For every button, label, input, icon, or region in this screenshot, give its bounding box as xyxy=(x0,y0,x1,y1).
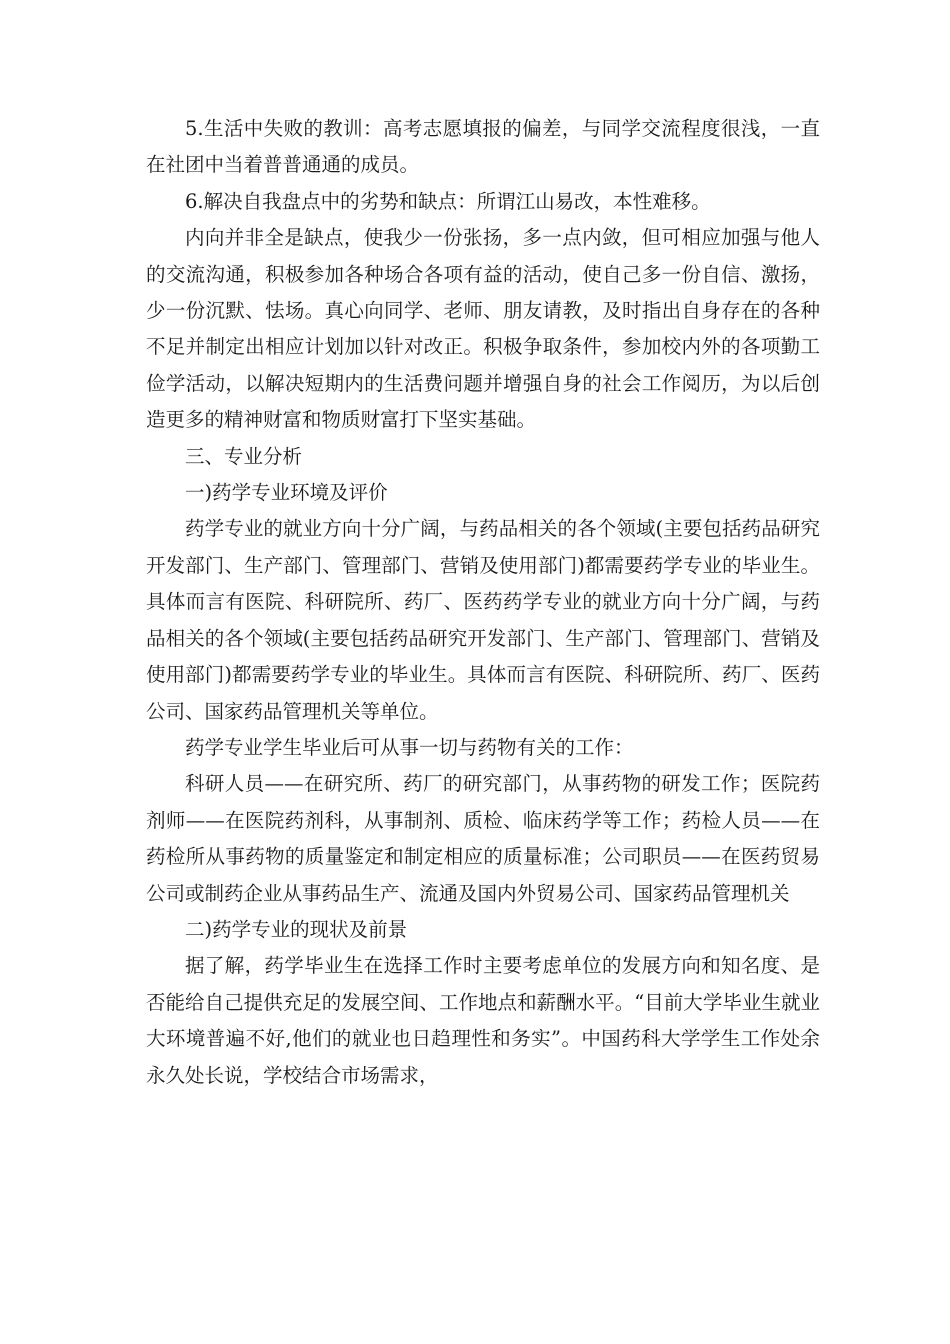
paragraph-failure-lessons: 5.生活中失败的教训：高考志愿填报的偏差，与同学交流程度很浅，一直在社团中当着普普通通的成员。 xyxy=(146,117,820,177)
document-body xyxy=(146,111,820,1094)
paragraph-graduate-choices: 据了解，药学毕业生在选择工作时主要考虑单位的发展方向和知名度、是否能给自己提供充足的发展空间、工作地点和薪酬水平。“目前大学毕业生就业大环境普遍不好,他们的就业也日趋理性和务实”。中国药科大学学生工作处余永久处长说，学校结合市场需求， xyxy=(146,954,820,1087)
paragraph-introversion-plan: 内向并非全是缺点，使我少一份张扬，多一点内敛，但可相应加强与他人的交流沟通，积极参加各种场合各项有益的活动，使自己多一份自信、激扬，少一份沉默、怯场。真心向同学、老师、朋友请教，及时指出自身存在的各种不足并制定出相应计划加以针对改正。积极争取条件，参加校内外的各项勤工俭学活动，以解决短期内的生活费问题并增强自身的社会工作阅历，为以后创造更多的精神财富和物质财富打下坚实基础。 xyxy=(146,226,820,432)
section-heading-major-analysis: 三、专业分析 xyxy=(185,444,303,468)
paragraph-job-roles: 科研人员——在研究所、药厂的研究部门，从事药物的研发工作；医院药剂师——在医院药剂科，从事制剂、质检、临床药学等工作；药检人员——在药检所从事药物的质量鉴定和制定相应的质量标准；公司职员——在医药贸易公司或制药企业从事药品生产、流通及国内外贸易公司、国家药品管理机关 xyxy=(146,772,820,905)
subheading-pharmacy-environment: 一)药学专业环境及评价 xyxy=(185,481,388,505)
paragraph-employment-direction: 药学专业的就业方向十分广阔，与药品相关的各个领域(主要包括药品研究开发部门、生产部门、管理部门、营销及使用部门)都需要药学专业的毕业生。具体而言有医院、科研院所、药厂、医药药学专业的就业方向十分广阔，与药品相关的各个领域(主要包括药品研究开发部门、生产部门、管理部门、营销及使用部门)都需要药学专业的毕业生。具体而言有医院、科研院所、药厂、医药公司、国家药品管理机关等单位。 xyxy=(146,517,820,723)
subheading-pharmacy-status: 二)药学专业的现状及前景 xyxy=(185,917,408,941)
paragraph-weakness-solution: 6.解决自我盘点中的劣势和缺点：所谓江山易改，本性难移。 xyxy=(185,189,711,213)
paragraph-graduate-work-intro: 药学专业学生毕业后可从事一切与药物有关的工作： xyxy=(185,735,634,759)
